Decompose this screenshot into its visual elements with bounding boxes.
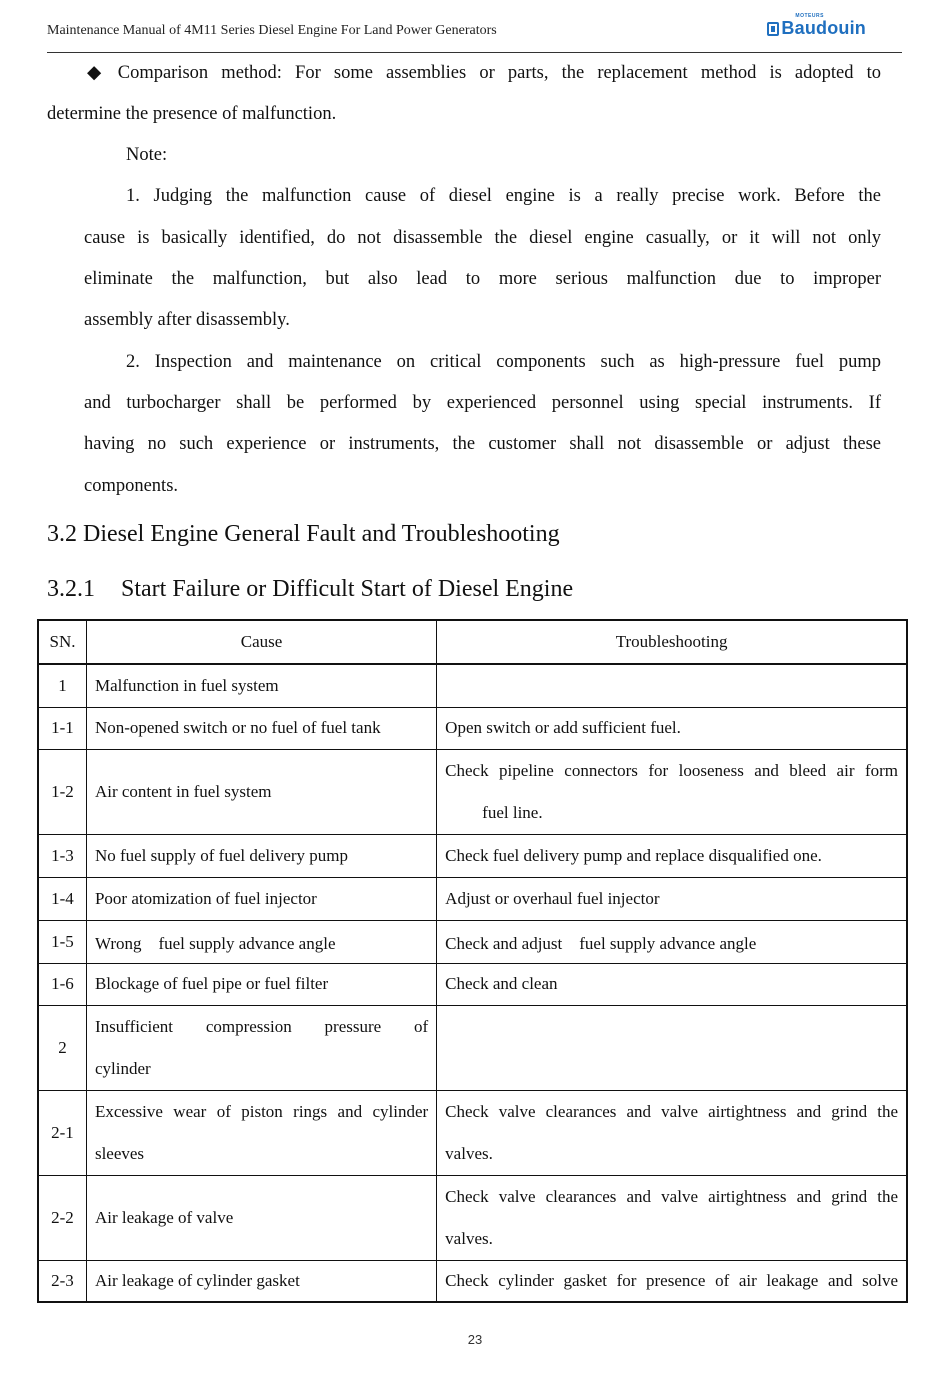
cell-troubleshooting: Check fuel delivery pump and replace disqualified one. xyxy=(437,834,907,877)
page-number: 23 xyxy=(467,1332,483,1347)
cell-cause: Air leakage of cylinder gasket xyxy=(86,1260,436,1302)
cause-line-a: Insufficient compression pressure of xyxy=(94,1016,429,1036)
cell-sn: 2-2 xyxy=(38,1175,86,1260)
table-row xyxy=(38,749,907,834)
cell-troubleshooting xyxy=(437,1005,907,1090)
cell-sn: 1-4 xyxy=(38,877,86,920)
logo-wordmark xyxy=(781,13,866,39)
cell-sn: 1-6 xyxy=(38,963,86,1005)
baudouin-logo xyxy=(767,13,866,39)
cell-sn: 2 xyxy=(38,1005,86,1090)
note1-line-3: eliminate the malfunction, but also lead to more serious malfunction due to improper xyxy=(84,269,881,289)
cell-troubleshooting xyxy=(437,749,907,834)
note2-line-4: components. xyxy=(84,476,179,496)
header-troubleshooting: Troubleshooting xyxy=(437,620,907,664)
note-label: Note: xyxy=(126,145,168,165)
cause-line-a: Excessive wear of piston rings and cylinder xyxy=(94,1101,429,1121)
logo-mark-icon xyxy=(767,22,779,36)
cell-troubleshooting: Check cylinder gasket for presence of air leakage and solve xyxy=(437,1260,907,1302)
note1-line-2: cause is basically identified, do not disassemble the diesel engine casually, or it will not only xyxy=(84,228,881,248)
cell-cause: Air leakage of valve xyxy=(86,1175,436,1260)
logo-superscript: MOTEURS xyxy=(795,13,824,19)
cell-cause: Air content in fuel system xyxy=(86,749,436,834)
comparison-text: Comparison method: For some assemblies or parts, the replacement method is adopted to xyxy=(117,63,881,83)
comparison-line-2: determine the presence of malfunction. xyxy=(47,104,337,124)
fix-line-b: valves. xyxy=(445,1228,493,1248)
cell-troubleshooting: Check and clean xyxy=(437,963,907,1005)
section-heading: 3.2 Diesel Engine General Fault and Troubleshooting xyxy=(47,521,560,547)
table-row xyxy=(38,1175,907,1260)
note2-line-1: 2. Inspection and maintenance on critical components such as high-pressure fuel pump xyxy=(126,352,881,372)
cell-sn: 1-3 xyxy=(38,834,86,877)
cell-cause: No fuel supply of fuel delivery pump xyxy=(86,834,436,877)
cell-cause: Poor atomization of fuel injector xyxy=(86,877,436,920)
cell-troubleshooting xyxy=(437,1090,907,1175)
cell-cause: Malfunction in fuel system xyxy=(86,664,436,707)
cell-cause: Blockage of fuel pipe or fuel filter xyxy=(86,963,436,1005)
cell-cause xyxy=(86,1090,436,1175)
cell-sn: 1-1 xyxy=(38,707,86,749)
table-row xyxy=(38,1260,907,1302)
table-row xyxy=(38,664,907,707)
table-header-row xyxy=(38,620,907,664)
cell-troubleshooting: Adjust or overhaul fuel injector xyxy=(437,877,907,920)
cell-sn: 2-1 xyxy=(38,1090,86,1175)
cell-troubleshooting: Check and adjust fuel supply advance angle xyxy=(437,920,907,963)
cell-troubleshooting: Open switch or add sufficient fuel. xyxy=(437,707,907,749)
table-row xyxy=(38,707,907,749)
fix-line-a: Check valve clearances and valve airtightness and grind the xyxy=(445,1101,898,1121)
cell-cause: Non-opened switch or no fuel of fuel tank xyxy=(86,707,436,749)
cause-line-b: sleeves xyxy=(94,1143,145,1163)
table-row xyxy=(38,877,907,920)
table-row xyxy=(38,963,907,1005)
subsection-title: Start Failure or Difficult Start of Diesel Engine xyxy=(121,576,574,602)
table-row xyxy=(38,834,907,877)
troubleshooting-table xyxy=(37,619,908,1303)
cell-sn: 1-2 xyxy=(38,749,86,834)
subsection-number: 3.2.1 xyxy=(47,576,95,602)
cell-cause xyxy=(86,1005,436,1090)
table-row xyxy=(38,1005,907,1090)
logo-text: Baudouin xyxy=(781,18,866,38)
note1-line-4: assembly after disassembly. xyxy=(84,310,290,330)
cell-sn: 2-3 xyxy=(38,1260,86,1302)
fix-line-b: valves. xyxy=(445,1143,493,1163)
fix-line-a: Check valve clearances and valve airtightness and grind the xyxy=(445,1186,898,1206)
subsection-heading xyxy=(47,576,573,603)
cell-troubleshooting xyxy=(437,664,907,707)
fix-line-b: fuel line. xyxy=(482,802,543,822)
note1-line-1: 1. Judging the malfunction cause of diesel engine is a really precise work. Before the xyxy=(126,186,881,206)
cell-troubleshooting xyxy=(437,1175,907,1260)
fix-line-a: Check pipeline connectors for looseness and bleed air form xyxy=(445,760,898,780)
header-cause: Cause xyxy=(86,620,436,664)
note2-line-2: and turbocharger shall be performed by experienced personnel using special instruments. If xyxy=(84,393,881,413)
table-row xyxy=(38,920,907,963)
cell-sn: 1 xyxy=(38,664,86,707)
diamond-bullet-icon: ◆ xyxy=(87,63,110,83)
page-header xyxy=(47,13,902,53)
cell-sn: 1-5 xyxy=(38,920,86,963)
table-row xyxy=(38,1090,907,1175)
comparison-line-1 xyxy=(87,62,881,84)
header-title: Maintenance Manual of 4M11 Series Diesel Engine For Land Power Generators xyxy=(47,23,497,38)
cause-line-b: cylinder xyxy=(94,1058,151,1078)
cell-cause: Wrong fuel supply advance angle xyxy=(86,920,436,963)
header-sn: SN. xyxy=(38,620,86,664)
note2-line-3: having no such experience or instruments, the customer shall not disassemble or adjust these xyxy=(84,434,881,454)
